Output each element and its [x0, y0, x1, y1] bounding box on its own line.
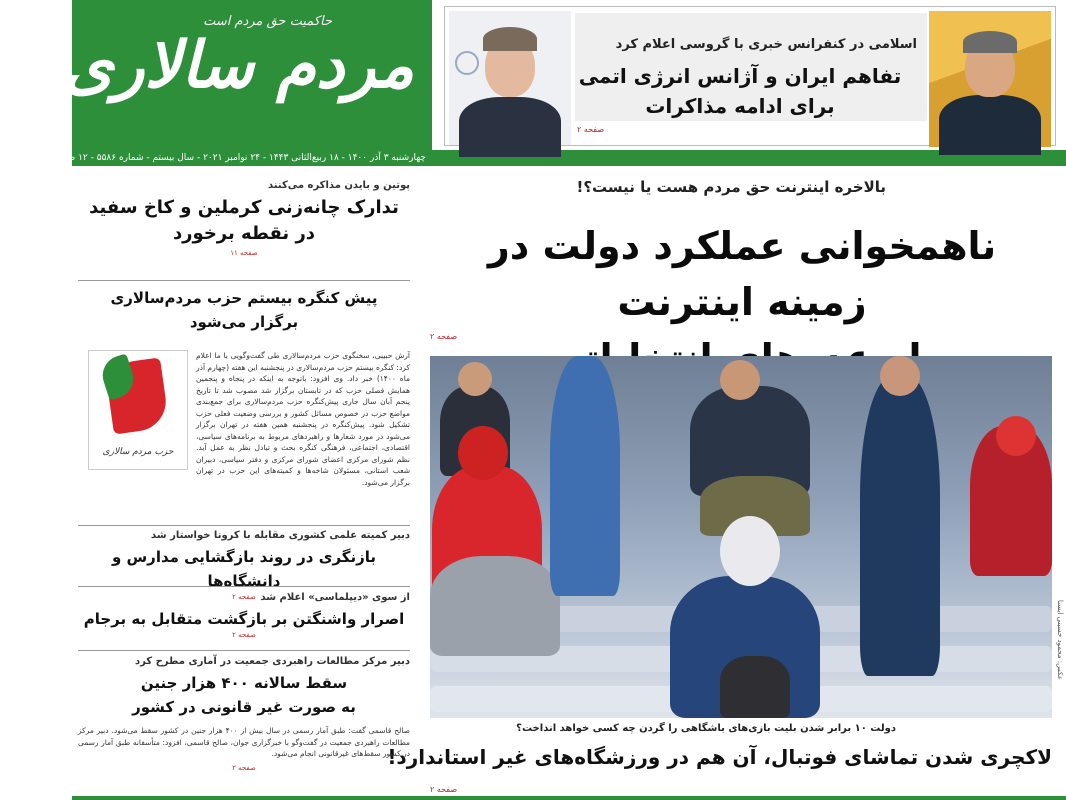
sidebar-story-putin-biden[interactable]: [78, 180, 410, 257]
photo-caption-page-ref[interactable]: صفحه ۲: [430, 785, 458, 794]
story3-kicker: دبیر کمیته علمی کشوری مقابله با کرونا خواستار شد: [151, 530, 410, 541]
party-logo: [88, 350, 188, 470]
sidebar-story-jcpoa[interactable]: [78, 592, 410, 639]
masthead-logo[interactable]: مردم سالاری: [63, 28, 414, 103]
left-sidebar: [78, 180, 410, 800]
sidebar-story-abortion[interactable]: [78, 656, 410, 772]
dateline-bar: [0, 150, 1066, 166]
story2-body: آرش حبیبی، سخنگوی حزب مردم‌سالاری طی گفت‌وگویی با ما اعلام کرد: کنگره بیستم حزب مردم‌سالاری در پنجشنبه این هفته (چهارم آذر ماه ۱۴۰۰) خبر داد. وی افزود: باتوجه به اینکه در پنجاه و پنجمین همایش فصلی حزب که در تابستان برگزار شد مصوب شد تا تاریخ پنجم آبان سال جاری پیش‌کنگره حزب مردم‌سالاری برای جمع‌بندی مواضع حزب در خصوص مسائل کشور و بررسی وضعیت فعلی حزب تشکیل شود. پیش‌کنگره در پنجشنبه همین هفته در تهران برگزار می‌شود در مورد شعارها و راهبردهای مربوط به برنامه‌های سیاسی، اقتصادی، اجتماعی، فرهنگی کنگره بحث و تبادل نظر به عمل آید. نظم شورای مرکزی اعضای شورای مرکزی و دفتر سیاسی، دبیران شعب استانی، مسئولان شاخه‌ها و کمیته‌های این حزب در تهران برگزار می‌شود.: [196, 351, 411, 487]
main-story-headline-line1: ناهمخوانی عملکرد دولت در زمینه اینترنت: [487, 224, 997, 324]
story1-kicker: پوتین و بایدن مذاکره می‌کنند: [268, 180, 410, 191]
top-banner-kicker: اسلامی در کنفرانس خبری با گروسی اعلام کرد: [615, 37, 917, 52]
sidebar-story-party-congress[interactable]: [78, 286, 410, 334]
sidebar-story-school-reopening[interactable]: [78, 530, 410, 601]
photo-credit: عکس: محمود حسینی ایسنا: [1056, 600, 1064, 681]
minister-photo: [929, 11, 1051, 147]
story4-headline: اصرار واشنگتن بر بازگشت متقابل به برجام: [83, 610, 405, 628]
stadium-photo: [430, 356, 1052, 718]
photo-caption-kicker: دولت ۱۰ برابر شدن بلیت بازی‌های باشگاهی را گردن چه کسی خواهد انداخت؟: [516, 723, 896, 734]
story5-page-ref[interactable]: صفحه ۲: [232, 763, 256, 772]
masthead-slogan: حاکمیت حق مردم است: [203, 14, 332, 29]
un-emblem-icon: [455, 51, 479, 75]
story5-headline-line2: به صورت غیر قانونی در کشور: [132, 698, 356, 716]
top-banner-headline-line1: تفاهم ایران و آژانس انرژی اتمی: [578, 64, 902, 88]
dateline-text: چهارشنبه ۳ آذر ۱۴۰۰ - ۱۸ ربیع‌الثانی ۱۴۴۳ - ۲۴ نوامبر ۲۰۲۱ - سال بیستم - شماره ۵۵۸۶ - ۱۲ صفحه - ۵۰۰۰ تومان: [0, 153, 426, 163]
bottom-border: [72, 796, 1066, 800]
story1-headline-line1: تدارک چانه‌زنی کرملین و کاخ سفید: [89, 197, 399, 218]
masthead: [63, 0, 432, 150]
story4-kicker: از سوی «دیپلماسی» اعلام شد: [260, 592, 410, 603]
photo-caption-headline[interactable]: لاکچری شدن تماشای فوتبال، آن هم در ورزشگاه‌های غیر استاندارد!: [387, 745, 1052, 769]
story3-headline: بازنگری در روند بازگشایی مدارس و دانشگاه‌ها: [111, 548, 377, 590]
top-banner-story[interactable]: [444, 6, 1056, 146]
story5-headline-line1: سقط سالانه ۴۰۰ هزار جنین: [140, 674, 348, 692]
story2-headline-line2: برگزار می‌شود: [189, 313, 299, 331]
main-story-page-ref[interactable]: صفحه ۲: [430, 332, 458, 341]
story2-headline-line1: پیش کنگره بیستم حزب مردم‌سالاری: [110, 289, 378, 307]
story4-page-ref[interactable]: صفحه ۲: [232, 631, 256, 639]
main-story-kicker: بالاخره اینترنت حق مردم هست یا نیست؟!: [576, 178, 886, 196]
grossi-photo: [449, 11, 571, 145]
top-banner-headline[interactable]: [575, 61, 905, 121]
story1-page-ref[interactable]: صفحه ۱۱: [230, 249, 258, 257]
sidebar-divider: [78, 586, 410, 587]
story3-page-ref[interactable]: صفحه ۲: [232, 593, 256, 601]
story5-kicker: دبیر مرکز مطالعات راهبردی جمعیت در آماری مطرح کرد: [134, 656, 410, 667]
sidebar-divider: [78, 525, 410, 526]
sidebar-divider: [78, 280, 410, 281]
top-banner-headline-line2: برای ادامه مذاکرات: [645, 94, 835, 118]
party-logo-name: حزب مردم سالاری: [102, 447, 174, 457]
story1-headline-line2: در نقطه برخورد: [172, 223, 316, 244]
top-banner-page-ref[interactable]: صفحه ۲: [577, 125, 605, 134]
sidebar-divider: [78, 650, 410, 651]
story5-body: صالح قاسمی گفت: طبق آمار رسمی در سال بیش از ۴۰۰ هزار جنین در کشور سقط می‌شود. دبیر مرکز مطالعات راهبردی جمعیت در گفت‌وگو با خبرگزاری جوان، صالح قاسمی، افزود: متأسفانه طبق آمار رسمی در کشور سقط‌های غیرقانونی انجام می‌شود.: [78, 726, 410, 758]
